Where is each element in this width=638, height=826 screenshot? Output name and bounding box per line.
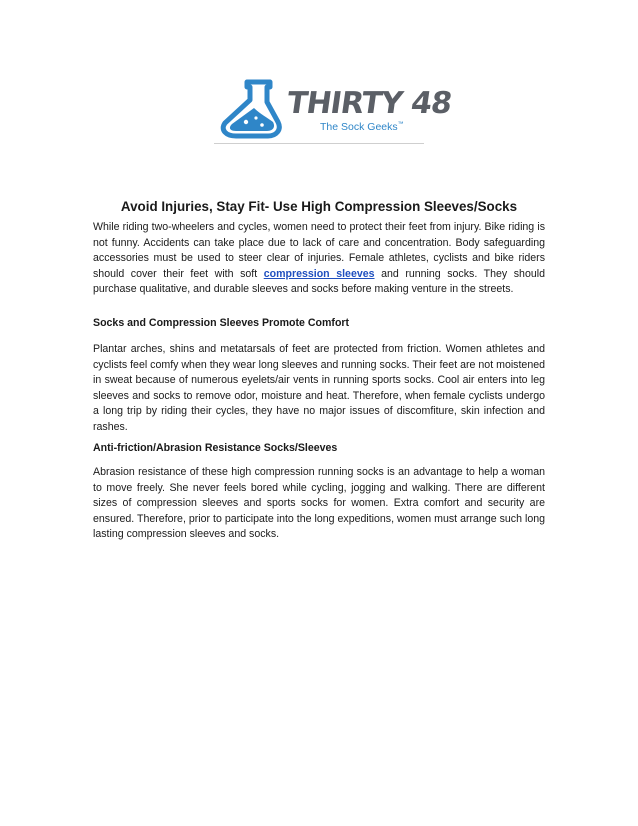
- compression-sleeves-link[interactable]: compression sleeves: [263, 267, 375, 280]
- section-heading-comfort: Socks and Compression Sleeves Promote Comfort: [93, 317, 350, 329]
- sock-flask-icon: [216, 78, 296, 140]
- logo-divider: [214, 143, 424, 144]
- brand-logo: [212, 78, 454, 146]
- paragraph-comfort: Plantar arches, shins and metatarsals of feet are protected from friction. Women athletes and cyclists feel comfy when they wear long sleeves and running socks. Their feet are not moistened in sweat because of numerous eyelets/air vents in running sports socks. Cool air enters into leg sleeves and socks to remove odor, moisture and heat. Therefore, when female cyclists undergo a long trip by riding their cycles, they have no major issues of discomfiture, skin infection and rashes.: [93, 343, 545, 433]
- section-heading-abrasion: Anti-friction/Abrasion Resistance Socks/Sleeves: [93, 442, 338, 454]
- paragraph-intro: While riding two-wheelers and cycles, women need to protect their feet from injury. Bike riding is not funny. Accidents can take place due to lack of care and concentration. Body safeguarding accessories must be used to steer clear of injuries. Female athletes, cyclists and bike riders should cover their feet with soft compression sleeves and running socks. They should purchase qualitative, and durable sleeves and socks before making venture in the streets.: [93, 221, 545, 296]
- logo-wordmark: THIRTY 48: [284, 86, 454, 121]
- page-title: Avoid Injuries, Stay Fit- Use High Compression Sleeves/Socks: [120, 199, 518, 214]
- paragraph-abrasion: Abrasion resistance of these high compression running socks is an advantage to help a woman to move freely. She never feels bored while cycling, jogging and walking. There are different sizes of compression sleeves and sports socks for women. Extra comfort and security are ensured. Therefore, prior to participate into the long expeditions, women must arrange such long lasting compression sleeves and socks.: [93, 466, 545, 541]
- logo-tagline: The Sock Geeks™: [320, 121, 404, 133]
